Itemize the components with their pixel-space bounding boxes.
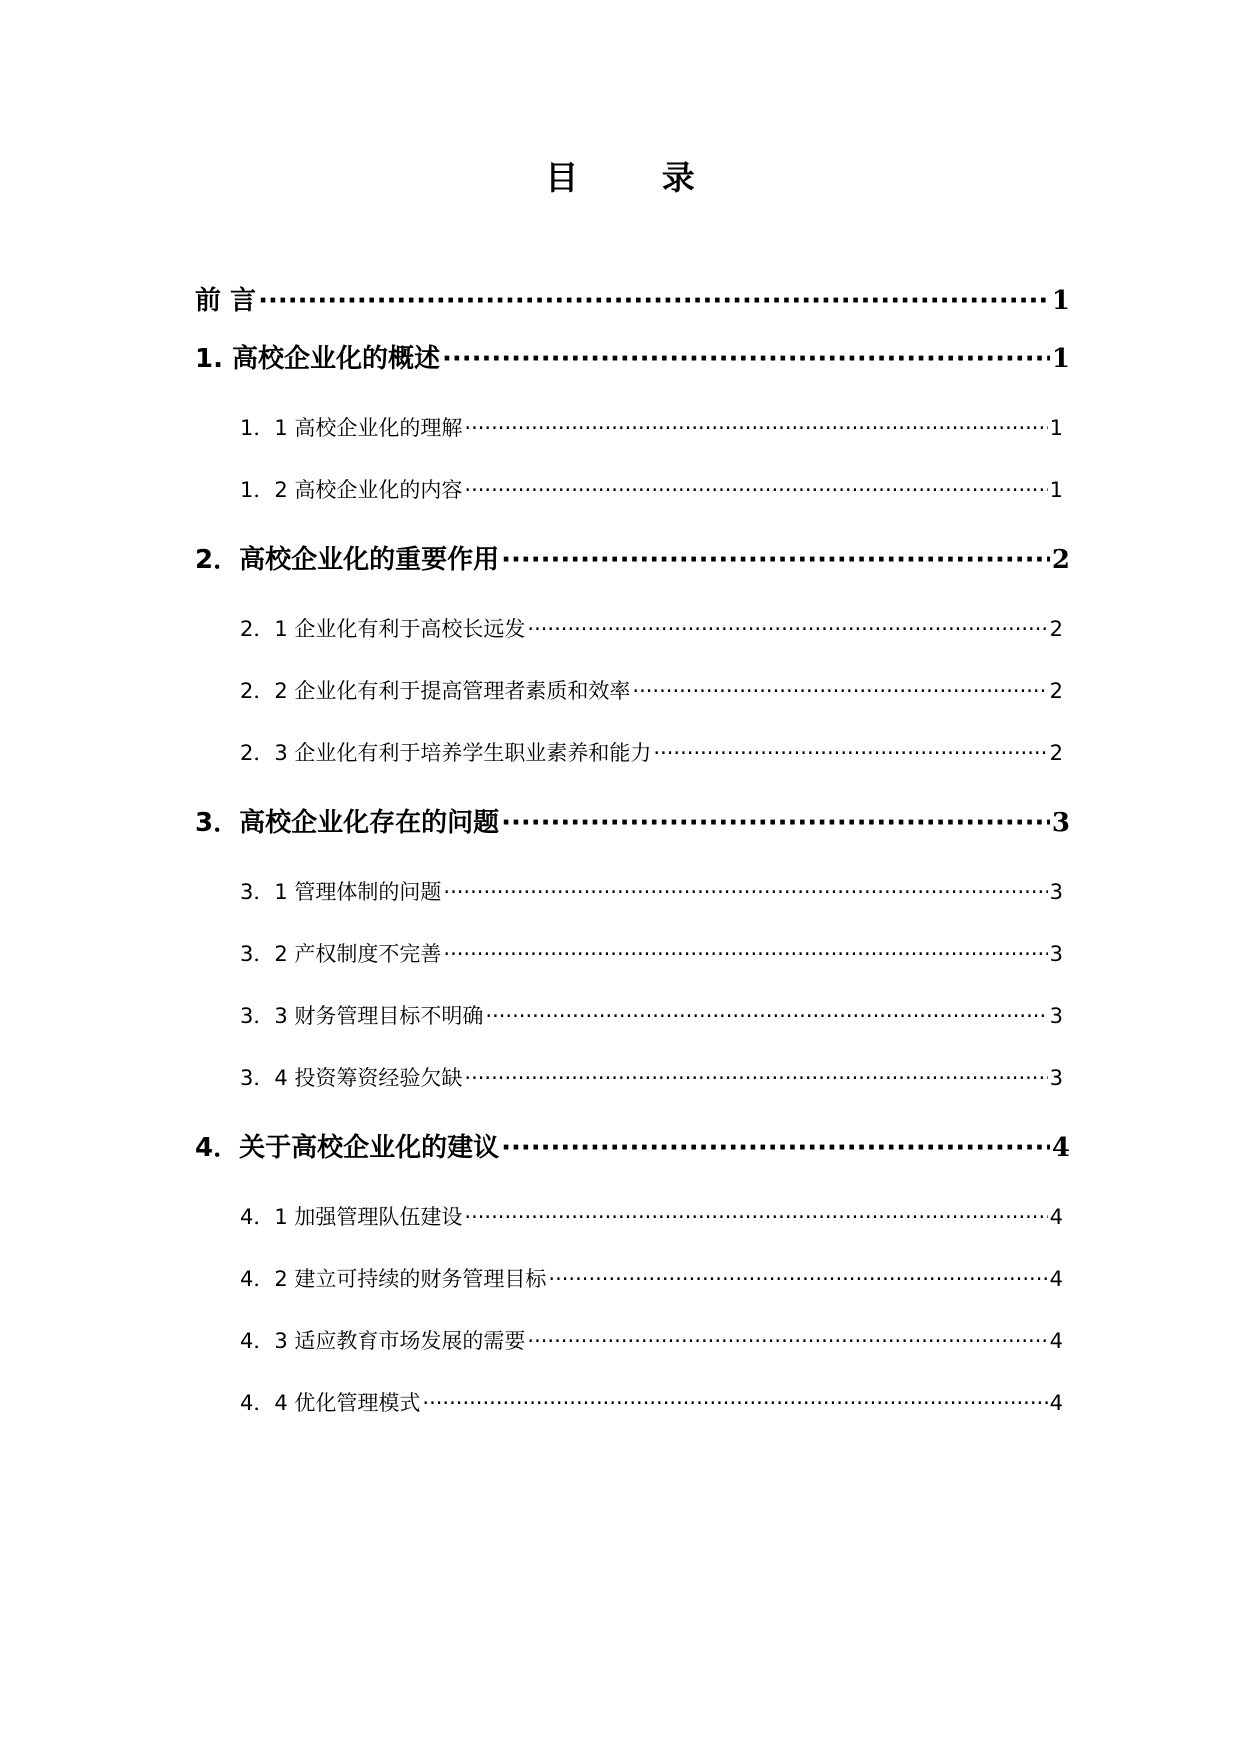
toc-dot-leader [464,473,1047,507]
toc-page-number: 1 [1051,344,1070,374]
toc-section-entry[interactable] [240,1262,1063,1296]
toc-entry-label: 2．2 企业化有利于提高管理者素质和效率 [240,679,631,703]
toc-page-number: 3 [1049,1066,1063,1090]
toc-page-number: 3 [1049,942,1063,966]
toc-page-number: 1 [1049,478,1063,502]
page-title: 目 录 [545,158,731,197]
toc-entry-label: 2．高校企业化的重要作用 [195,545,500,575]
toc-dot-leader [527,1324,1047,1358]
toc-entry-label: 1. 高校企业化的概述 [195,344,441,374]
toc-dot-leader [464,1061,1047,1095]
toc-chapter-entry[interactable] [195,803,1070,843]
toc-page-number: 4 [1049,1205,1063,1229]
toc-entry-label: 3．2 产权制度不完善 [240,942,442,966]
toc-section-entry[interactable] [240,674,1063,708]
toc-dot-leader [443,875,1047,909]
toc-entry-label: 1．2 高校企业化的内容 [240,478,463,502]
toc-page-number: 4 [1051,1133,1070,1163]
toc-entry-label: 4．4 优化管理模式 [240,1391,421,1415]
toc-dot-leader [501,540,1050,580]
toc-entry-label: 3．高校企业化存在的问题 [195,808,500,838]
toc-section-entry[interactable] [240,1386,1063,1420]
toc-dot-leader [464,411,1047,445]
toc-page-number: 2 [1049,741,1063,765]
toc-chapter-entry[interactable] [195,281,1070,321]
toc-page-number: 1 [1051,286,1070,316]
toc-dot-leader [501,1128,1050,1168]
toc-page-number: 4 [1049,1391,1063,1415]
toc-section-entry[interactable] [240,1324,1063,1358]
toc-entry-label: 2．3 企业化有利于培养学生职业素养和能力 [240,741,652,765]
toc-page-number: 2 [1051,545,1070,575]
toc-entry-label: 4．2 建立可持续的财务管理目标 [240,1267,547,1291]
toc-section-entry[interactable] [240,875,1063,909]
toc-entry-label: 3．1 管理体制的问题 [240,880,442,904]
toc-entry-label: 前 言 [195,286,257,316]
toc-dot-leader [422,1386,1047,1420]
toc-section-entry[interactable] [240,937,1063,971]
toc-section-entry[interactable] [240,473,1063,507]
toc-section-entry[interactable] [240,1061,1063,1095]
toc-page-number: 2 [1049,617,1063,641]
toc-dot-leader [485,999,1047,1033]
toc-entry-label: 4．3 适应教育市场发展的需要 [240,1329,526,1353]
toc-section-entry[interactable] [240,612,1063,646]
toc-dot-leader [527,612,1047,646]
toc-section-entry[interactable] [240,736,1063,770]
toc-dot-leader [632,674,1047,708]
toc-entry-label: 3．3 财务管理目标不明确 [240,1004,484,1028]
toc-section-entry[interactable] [240,1200,1063,1234]
toc-entry-label: 4．关于高校企业化的建议 [195,1133,500,1163]
toc-page-number: 3 [1049,1004,1063,1028]
toc-chapter-entry[interactable] [195,540,1070,580]
toc-dot-leader [442,339,1050,379]
toc-dot-leader [653,736,1047,770]
toc-chapter-entry[interactable] [195,339,1070,379]
toc-dot-leader [443,937,1047,971]
toc-page-number: 1 [1049,416,1063,440]
toc-entry-label: 4．1 加强管理队伍建设 [240,1205,463,1229]
toc-page-number: 4 [1049,1329,1063,1353]
toc-page-number: 2 [1049,679,1063,703]
toc-entry-label: 1．1 高校企业化的理解 [240,416,463,440]
toc-dot-leader [464,1200,1047,1234]
toc-page-number: 4 [1049,1267,1063,1291]
toc-section-entry[interactable] [240,411,1063,445]
toc-dot-leader [501,803,1050,843]
toc-entry-label: 2．1 企业化有利于高校长远发 [240,617,526,641]
toc-page-number: 3 [1049,880,1063,904]
toc-page-number: 3 [1051,808,1070,838]
toc-section-entry[interactable] [240,999,1063,1033]
toc-chapter-entry[interactable] [195,1128,1070,1168]
toc-entry-label: 3．4 投资筹资经验欠缺 [240,1066,463,1090]
toc-dot-leader [548,1262,1047,1296]
toc-dot-leader [258,281,1050,321]
